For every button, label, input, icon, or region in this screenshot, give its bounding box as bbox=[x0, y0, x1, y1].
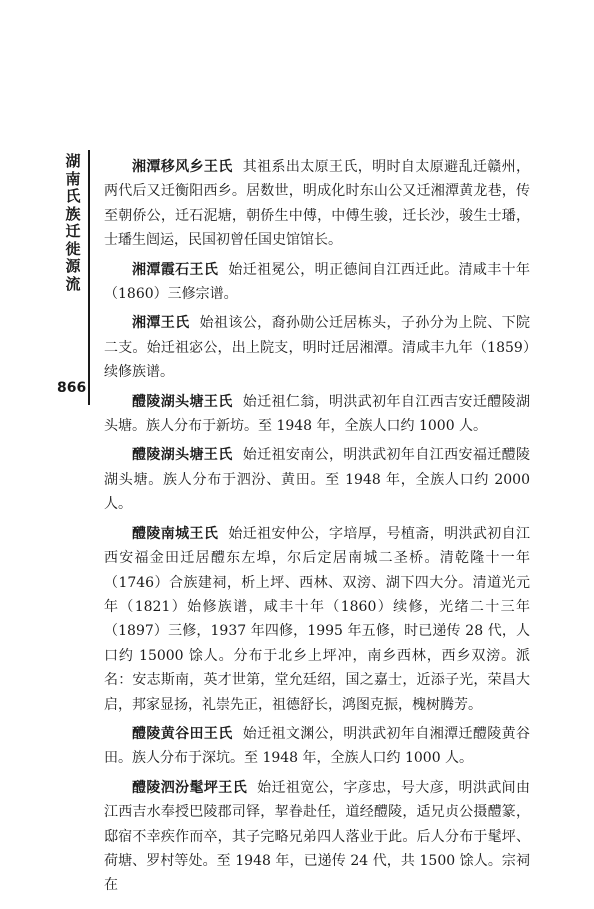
clan-title: 湘潭移风乡王氏 bbox=[132, 159, 233, 175]
clan-description: 始迁祖安南公，明洪武初年自江西安福迁醴陵湖头塘。族人分布于泗汾、黄田。至 1948 年，全族人口约 2000 人。 bbox=[104, 447, 531, 513]
main-text bbox=[104, 155, 530, 903]
clan-entry bbox=[104, 776, 530, 898]
page-number: 866 bbox=[57, 380, 87, 396]
clan-title: 醴陵南城王氏 bbox=[132, 525, 219, 542]
clan-description: 始迁祖冕公，明正德间自江西迁此。清咸丰十年（1860）三修宗谱。 bbox=[104, 261, 531, 303]
clan-description: 始祖该公，裔孙勋公迁居栋头，子孙分为上院、下院二支。始迁祖宓公，出上院支，明时迁居湘潭。清咸丰九年（1859）续修族谱。 bbox=[104, 315, 531, 381]
clan-description: 始迁祖仁翁，明洪武初年自江西吉安迁醴陵湖头塘。族人分布于新坊。至 1948 年，全族人口约 1000 人。 bbox=[104, 393, 531, 435]
clan-entry bbox=[104, 390, 530, 439]
clan-description: 始迁祖宽公，字彦忠，号大彦，明洪武间由江西吉水奉授巴陵郡司铎，挈眷赴任，道经醴陵，适兄贞公摄醴篆，邸宿不幸疾作而卒，其子完略兄弟四人落业于此。后人分布于髦坪、荷塘、罗村等处。至 1948 年，已递传 24 代，共 1500 馀人。宗祠在 bbox=[104, 779, 531, 894]
clan-description: 始迁祖安仲公，字培厚，号植斋，明洪武初自江西安福金田迁居醴东左埠，尔后定居南城二圣桥。清乾隆十一年（1746）合族建祠，析上坪、西林、双滂、湖下四大分。清道光元年（1821）始修族谱，咸丰十年（1860）续修，光绪二十三年（1897）三修，1937 年四修，1995 年五修，时已递传 28 代，人口约 15000 馀人。分布于北乡上坪冲，南乡西林，西乡双滂。派名：安志斯南，英才世第，堂允廷绍，国之嘉士，近添子光，荣昌大启，邦家显扬，礼崇先正，祖德舒长，鸿图克振，槐树腾芳。 bbox=[104, 525, 531, 713]
clan-entry bbox=[104, 443, 530, 516]
clan-title: 醴陵湖头塘王氏 bbox=[132, 393, 233, 410]
clan-entry bbox=[104, 258, 530, 307]
clan-title: 湘潭王氏 bbox=[132, 315, 190, 332]
clan-entry bbox=[104, 155, 530, 253]
clan-title: 湘潭霞石王氏 bbox=[132, 261, 219, 278]
clan-title: 醴陵黄谷田王氏 bbox=[132, 725, 233, 742]
running-head-title: 湖南氏族迁徙源流 bbox=[65, 152, 81, 293]
clan-description: 始迁祖文渊公，明洪武初年自湘潭迁醴陵黄谷田。族人分布于深坑。至 1948 年，全族人口约 1000 人。 bbox=[104, 725, 531, 767]
clan-entry bbox=[104, 522, 530, 717]
clan-title: 醴陵泗汾髦坪王氏 bbox=[132, 779, 248, 796]
clan-entry bbox=[104, 311, 530, 384]
clan-description: 其祖系出太原王氏，明时自太原避乱迁赣州，两代后又迁衡阳西乡。居数世，明成化时东山公又迁湘潭黄龙巷，传至朝侨公，迁石泥塘，朝侨生中傅，中傅生骏，迁长沙，骏生士璠，士璠生闿运，民国初曾任国史馆馆长。 bbox=[104, 159, 531, 249]
clan-entry bbox=[104, 722, 530, 771]
clan-title: 醴陵湖头塘王氏 bbox=[132, 447, 233, 464]
margin-rule bbox=[88, 150, 90, 405]
